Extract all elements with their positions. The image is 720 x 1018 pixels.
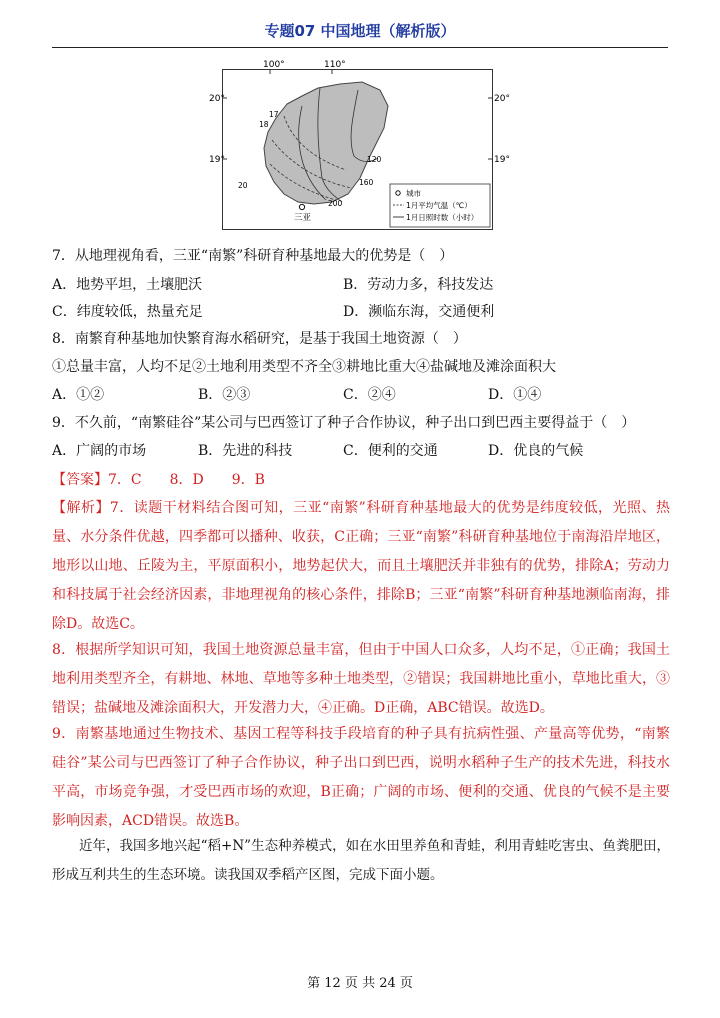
isoline-label: 200 xyxy=(328,199,343,208)
isoline-label: 17 xyxy=(269,110,279,119)
header-divider xyxy=(52,47,668,48)
q8-option-c: C．②④ xyxy=(343,387,396,403)
q8-stem: 8．南繁育种基地加快繁育海水稻研究，是基于我国土地资源（ ） xyxy=(52,331,467,347)
isoline-label: 160 xyxy=(359,178,374,187)
page-header-title: 专题07 中国地理（解析版） xyxy=(264,22,456,40)
lat-label-20-left: 20° xyxy=(209,94,225,104)
legend-city-label: 城市 xyxy=(406,189,421,198)
q7-option-c: C．纬度较低，热量充足 xyxy=(52,304,203,320)
legend-city-icon xyxy=(396,191,400,195)
q8-option-a: A．①② xyxy=(52,387,105,403)
isoline-label: 18 xyxy=(259,120,269,129)
analysis-q9: 9．南繁基地通过生物技术、基因工程等科技手段培育的种子具有抗病性强、产量高等优势，“南繁硅谷”某公司与巴西签订了种子合作协议，种子出口到巴西，说明水稻种子生产的技术先进，科技水平高，市场竞争强，才受巴西市场的欢迎，B正确；广阔的市场、便利的交通、优良的气候不是主要影响因素，ACD错误。故选B。 xyxy=(52,726,670,829)
q8-statements: ①总量丰富，人均不足②土地利用类型不齐全③耕地比重大④盐碱地及滩涂面积大 xyxy=(52,359,556,375)
q8-option-b: B．②③ xyxy=(198,387,251,403)
q9-option-b: B．先进的科技 xyxy=(198,443,293,459)
answer-line: 【答案】7．C 8．D 9．B xyxy=(52,472,265,488)
analysis-q7: 【解析】7．读题干材料结合图可知，三亚“南繁”科研育种基地最大的优势是纬度较低，光照、热量、水分条件优越，四季都可以播种、收获，C正确；三亚“南繁”科研育种基地位于南海沿岸地区，地形以山地、丘陵为主，平原面积小，地势起伏大，而且土壤肥沃并非独有的优势，排除A；劳动力和科技属于社会经济因素，非地理视角的核心条件，排除B；三亚“南繁”科研育种基地濒临南海，排除D。故选C。 xyxy=(52,500,670,632)
legend-temperature-label: 1月平均气温（℃） xyxy=(406,201,472,210)
next-section-intro: 近年，我国多地兴起“稻+N”生态种养模式，如在水田里养鱼和青蛙，利用青蛙吃害虫、鱼粪肥田，形成互利共生的生态环境。读我国双季稻产区图，完成下面小题。 xyxy=(52,838,670,883)
lat-label-19-right: 19° xyxy=(494,155,510,165)
q9-option-c: C．便利的交通 xyxy=(343,443,438,459)
lat-label-20-right: 20° xyxy=(494,94,510,104)
isoline-label: 120 xyxy=(367,155,382,164)
lon-label-110: 110° xyxy=(324,60,346,70)
q7-option-b: B．劳动力多，科技发达 xyxy=(343,277,494,293)
q7-stem: 7．从地理视角看，三亚“南繁”科研育种基地最大的优势是（ ） xyxy=(52,248,454,264)
q9-stem: 9．不久前，“南繁硅谷”某公司与巴西签订了种子合作协议，种子出口到巴西主要得益于（ ） xyxy=(52,415,636,431)
isoline-label: 20 xyxy=(238,181,248,190)
q7-option-a: A．地势平坦，土壤肥沃 xyxy=(52,277,203,293)
lon-label-100: 100° xyxy=(263,60,285,70)
legend-sunshine-label: 1月日照时数（小时） xyxy=(406,213,479,222)
lat-label-19-left: 19° xyxy=(209,155,225,165)
hainan-map xyxy=(209,60,510,232)
q7-option-d: D．濒临东海，交通便利 xyxy=(343,304,495,320)
city-sanya-marker xyxy=(299,204,304,209)
analysis-q8: 8．根据所学知识可知，我国土地资源总量丰富，但由于中国人口众多，人均不足，①正确；我国土地利用类型齐全，有耕地、林地、草地等多种土地类型，②错误；我国耕地比重小，草地比重大，③错误；盐碱地及滩涂面积大，开发潜力大，④正确。D正确，ABC错误。故选D。 xyxy=(52,642,670,716)
city-sanya-label: 三亚 xyxy=(294,213,312,223)
page-number-footer: 第 12 页 共 24 页 xyxy=(307,976,413,991)
q9-option-d: D．优良的气候 xyxy=(488,443,584,459)
q8-option-d: D．①④ xyxy=(488,387,542,403)
q9-option-a: A．广阔的市场 xyxy=(52,443,147,459)
